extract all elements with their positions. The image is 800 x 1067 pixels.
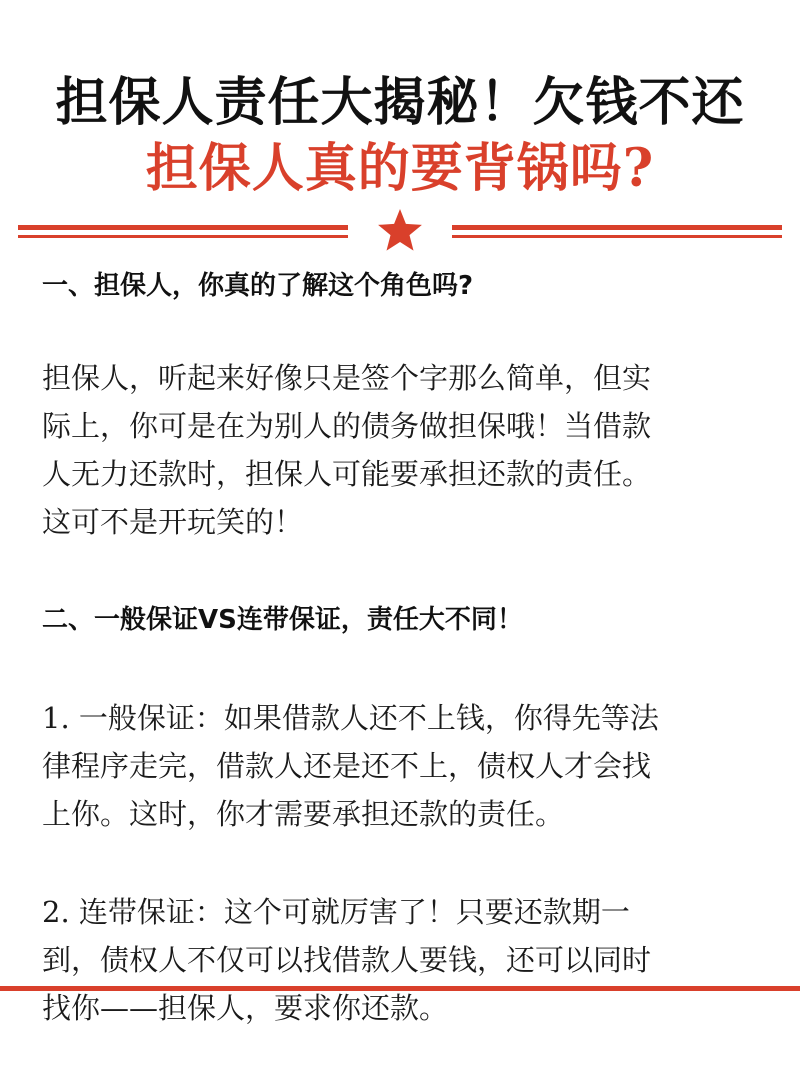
section-1-paragraph [42, 354, 772, 546]
paragraph-line: 2. 连带保证：这个可就厉害了！只要还款期一 [42, 895, 630, 929]
section-1-heading: 一、担保人，你真的了解这个角色吗? [42, 271, 474, 301]
section-2-item-2 [42, 888, 772, 1032]
paragraph-line: 找你——担保人，要求你还款。 [42, 991, 449, 1025]
paragraph-line: 这可不是开玩笑的！ [42, 505, 304, 539]
divider-left-bar-top [18, 225, 348, 230]
bottom-divider [0, 986, 800, 991]
divider-left-bar-bottom [18, 235, 348, 238]
page-title [0, 70, 800, 202]
article-body [42, 262, 772, 1032]
title-line-2: 担保人真的要背锅吗? [145, 138, 655, 199]
divider-right-bar-bottom [452, 235, 782, 238]
paragraph-line: 人无力还款时，担保人可能要承担还款的责任。 [42, 457, 652, 491]
title-line-1: 担保人责任大揭秘！欠钱不还 [55, 72, 745, 133]
section-2-heading: 二、一般保证VS连带保证，责任大不同！ [42, 605, 523, 635]
paragraph-line: 际上，你可是在为别人的债务做担保哦！当借款 [42, 409, 652, 443]
star-icon [378, 209, 422, 251]
paragraph-line: 律程序走完，借款人还是还不上，债权人才会找 [42, 749, 652, 783]
divider-graphic [18, 205, 782, 255]
divider-right-bar-top [452, 225, 782, 230]
paragraph-line: 1. 一般保证：如果借款人还不上钱，你得先等法 [42, 701, 659, 735]
paragraph-line: 上你。这时，你才需要承担还款的责任。 [42, 797, 565, 831]
star-divider [18, 205, 782, 255]
section-2-item-1 [42, 694, 772, 838]
paragraph-line: 到，债权人不仅可以找借款人要钱，还可以同时 [42, 943, 652, 977]
paragraph-line: 担保人，听起来好像只是签个字那么简单，但实 [42, 361, 652, 395]
